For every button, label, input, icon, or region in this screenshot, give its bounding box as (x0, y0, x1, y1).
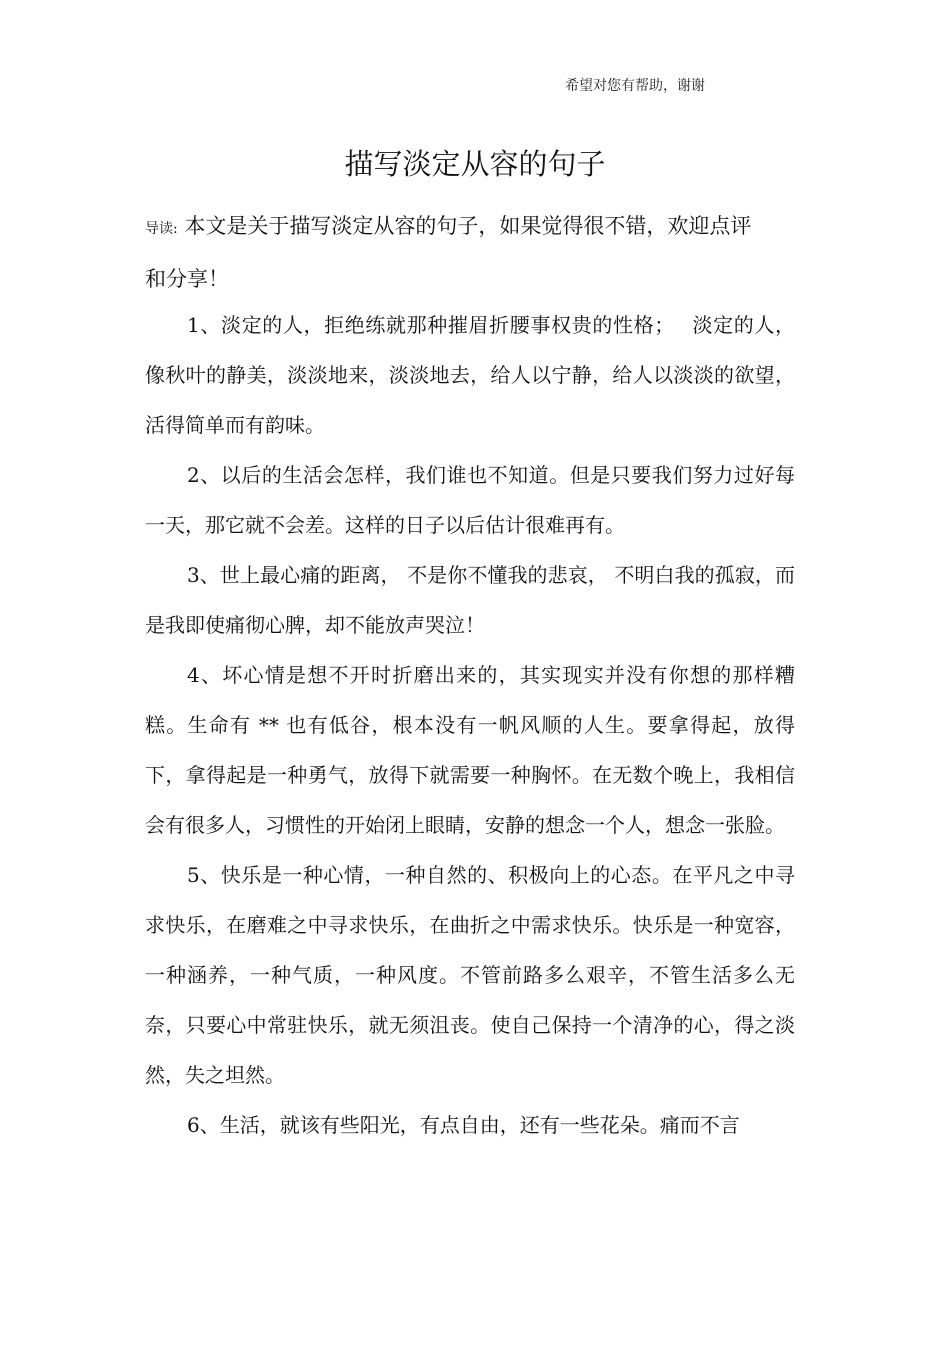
body-text (145, 300, 795, 1150)
paragraph-5: 5、快乐是一种心情，一种自然的、积极向上的心态。在平凡之中寻求快乐，在磨难之中寻求快乐，在曲折之中需求快乐。快乐是一种宽容，一种涵养，一种气质，一种风度。不管前路多么艰辛，不管生活多么无奈，只要心中常驻快乐，就无须沮丧。使自己保持一个清净的心，得之淡然，失之坦然。 (145, 863, 795, 1087)
paragraph-3: 3、世上最心痛的距离， 不是你不懂我的悲哀， 不明白我的孤寂，而是我即使痛彻心脾，却不能放声哭泣！ (145, 563, 795, 637)
intro-label: 导读: (145, 221, 178, 237)
paragraph-4: 4、坏心情是想不开时折磨出来的，其实现实并没有你想的那样糟糕。生命有 ** 也有低谷，根本没有一帆风顺的人生。要拿得起，放得下，拿得起是一种勇气，放得下就需要一种胸怀。在无数个晚上，我相信会有很多人，习惯性的开始闭上眼睛，安静的想念一个人，想念一张脸。 (145, 663, 795, 837)
paragraph-2: 2、以后的生活会怎样，我们谁也不知道。但是只要我们努力过好每一天，那它就不会差。这样的日子以后估计很难再有。 (145, 463, 795, 537)
document-title: 描写淡定从容的句子 (344, 147, 606, 181)
intro-paragraph (145, 201, 755, 304)
header-note: 希望对您有帮助，谢谢 (565, 78, 705, 94)
paragraph-6: 6、生活，就该有些阳光，有点自由，还有一些花朵。痛而不言 (187, 1113, 740, 1137)
paragraph-1: 1、淡定的人，拒绝练就那种摧眉折腰事权贵的性格； 淡定的人，像秋叶的静美，淡淡地来，淡淡地去，给人以宁静，给人以淡淡的欲望，活得简单而有韵味。 (145, 313, 795, 437)
intro-text: 本文是关于描写淡定从容的句子，如果觉得很不错，欢迎点评和分享！ (145, 214, 752, 291)
